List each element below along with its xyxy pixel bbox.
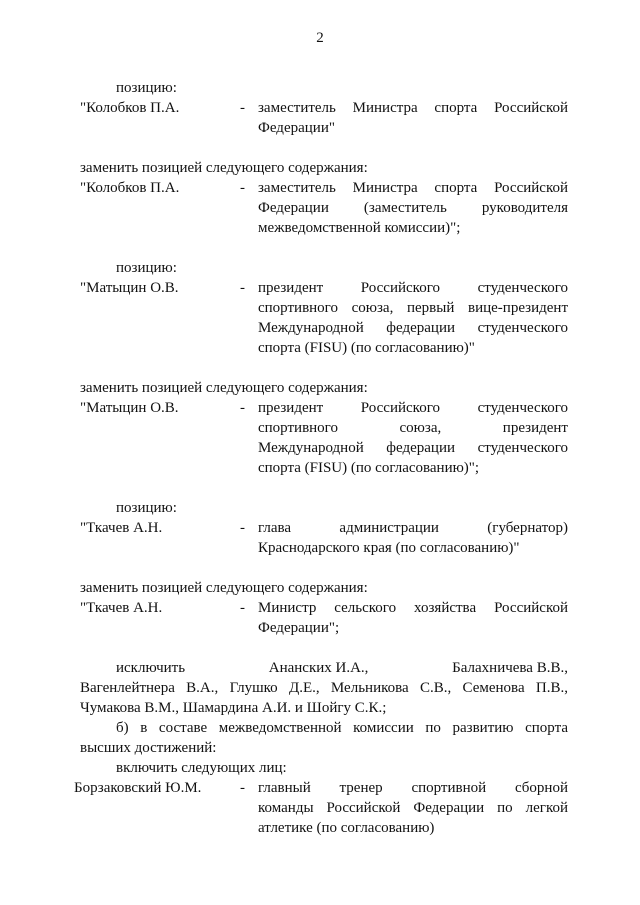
person-description — [258, 778, 568, 838]
person-description — [258, 518, 568, 558]
point-b-line: б) в составе межведомственной комиссии по развитию спорта — [116, 720, 568, 736]
exclude-line: Вагенлейтнера В.А., Глушко Д.Е., Мельникова С.В., Семенова П.В., — [80, 680, 568, 696]
position-intro: позицию: — [116, 260, 177, 276]
dash: - — [240, 520, 245, 536]
replace-intro: заменить позицией следующего содержания: — [80, 380, 368, 396]
description-line: Международной федерации студенческого — [258, 440, 568, 456]
list-item — [80, 398, 568, 478]
person-description — [258, 598, 568, 638]
exclude-word: исключить — [116, 660, 186, 676]
description-line: спорта (FISU) (по согласованию)" — [258, 340, 475, 356]
description-line: Международной федерации студенческого — [258, 320, 568, 336]
description-line: Краснодарского края (по согласованию)" — [258, 540, 520, 556]
person-description — [258, 398, 568, 478]
exclude-line — [80, 658, 568, 678]
description-line: заместитель Министра спорта Российской — [258, 100, 568, 116]
person-description — [258, 278, 568, 358]
person-description — [258, 178, 568, 238]
description-line: межведомственной комиссии)"; — [258, 220, 461, 236]
description-line: Федерации"; — [258, 620, 340, 636]
list-item — [80, 278, 568, 358]
person-name: "Колобков П.А. — [80, 100, 180, 116]
dash: - — [240, 180, 245, 196]
description-line: глава администрации (губернатор) — [258, 520, 568, 536]
description-line: спорта (FISU) (по согласованию)"; — [258, 460, 480, 476]
description-line: атлетике (по согласованию) — [258, 820, 435, 836]
description-line: команды Российской Федерации по легкой — [258, 800, 568, 816]
description-line: заместитель Министра спорта Российской — [258, 180, 568, 196]
dash: - — [240, 780, 245, 796]
replace-intro: заменить позицией следующего содержания: — [80, 160, 368, 176]
list-item — [80, 598, 568, 638]
list-item — [80, 178, 568, 238]
description-line: президент Российского студенческого — [258, 400, 568, 416]
list-item — [74, 778, 568, 838]
dash: - — [240, 400, 245, 416]
dash: - — [240, 100, 245, 116]
person-name: "Ткачев А.Н. — [80, 520, 163, 536]
include-intro: включить следующих лиц: — [116, 760, 287, 776]
replace-intro: заменить позицией следующего содержания: — [80, 580, 368, 596]
position-intro: позицию: — [116, 500, 177, 516]
person-name: "Ткачев А.Н. — [80, 600, 163, 616]
description-line: спортивного союза, первый вице-президент — [258, 300, 568, 316]
point-b-line: высших достижений: — [80, 740, 217, 756]
excluded-name: Балахничева В.В., — [452, 660, 568, 676]
dash: - — [240, 600, 245, 616]
description-line: главный тренер спортивной сборной — [258, 780, 568, 796]
list-item — [80, 518, 568, 558]
exclude-line: Чумакова В.М., Шамардина А.И. и Шойгу С.К.; — [80, 700, 387, 716]
person-name: Борзаковский Ю.М. — [74, 780, 202, 796]
person-name: "Колобков П.А. — [80, 180, 180, 196]
list-item — [80, 98, 568, 138]
dash: - — [240, 280, 245, 296]
person-name: "Матыцин О.В. — [80, 280, 179, 296]
description-line: Министр сельского хозяйства Российской — [258, 600, 568, 616]
description-line: спортивного союза, президент — [258, 420, 568, 436]
document-body — [74, 78, 568, 838]
person-description — [258, 98, 568, 138]
person-name: "Матыцин О.В. — [80, 400, 179, 416]
page-number: 2 — [316, 30, 324, 46]
position-intro: позицию: — [116, 80, 177, 96]
description-line: Федерации (заместитель руководителя — [258, 200, 568, 216]
description-line: президент Российского студенческого — [258, 280, 568, 296]
description-line: Федерации" — [258, 120, 335, 136]
excluded-name: Ананских И.А., — [268, 660, 369, 676]
